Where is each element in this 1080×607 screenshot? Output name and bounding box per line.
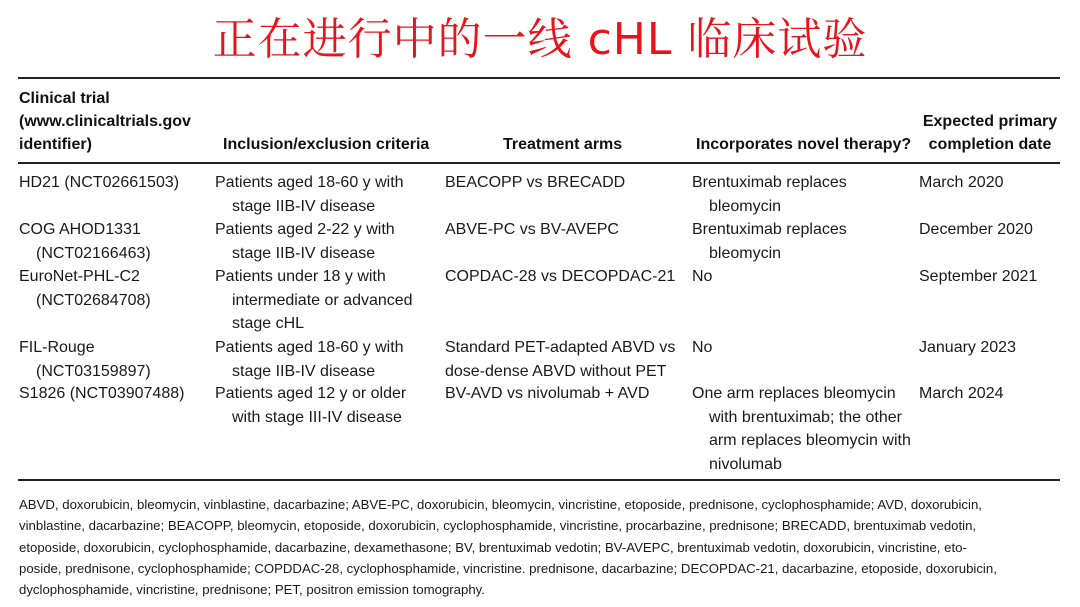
- cell-line: One arm replaces bleomycin: [692, 385, 896, 402]
- header-line: Expected primary: [922, 113, 1058, 130]
- cell-line: stage cHL: [232, 315, 305, 332]
- cell-line: March 2020: [919, 174, 1004, 191]
- header-line: Inclusion/exclusion criteria: [223, 136, 430, 153]
- cell-line: BV-AVD vs nivolumab + AVD: [445, 385, 650, 402]
- cell-treatment-arms: [445, 171, 625, 195]
- cell-completion-date: [919, 171, 1004, 195]
- cell-line: Patients aged 2-22 y with: [215, 221, 395, 238]
- cell-completion-date: [919, 218, 1033, 242]
- header-line: identifier): [19, 136, 92, 153]
- cell-line: with stage III-IV disease: [232, 408, 402, 426]
- cell-line: September 2021: [919, 268, 1038, 285]
- table-top-rule: [18, 77, 1060, 79]
- cell-line: Patients aged 18-60 y with: [215, 339, 404, 356]
- cell-line: with brentuximab; the other: [709, 408, 902, 426]
- cell-trial: [19, 218, 151, 265]
- header-line: Incorporates novel therapy?: [696, 136, 912, 153]
- cell-novel-therapy: [692, 336, 712, 360]
- header-novel-therapy: [696, 133, 911, 156]
- cell-line: (NCT03159897): [36, 362, 151, 380]
- cell-line: COG AHOD1331: [19, 221, 141, 238]
- slide-title: 正在进行中的一线 cHL 临床试验: [212, 14, 868, 65]
- cell-treatment-arms: [445, 218, 619, 242]
- footnote-line: poside, prednisone, cyclophosphamide; COPDDAC-28, cyclophosphamide, vincristine. prednisone, dacarbazine; DECOPDAC-21, dacarbazine, etoposide, doxorubicin,: [19, 560, 997, 576]
- cell-line: Brentuximab replaces: [692, 174, 847, 191]
- cell-line: (NCT02166463): [36, 244, 151, 262]
- header-line: Treatment arms: [503, 136, 623, 153]
- cell-line: ABVE-PC vs BV-AVEPC: [445, 221, 619, 238]
- cell-line: No: [692, 268, 713, 285]
- cell-novel-therapy: [692, 218, 847, 265]
- footnote-line: vinblastine, dacarbazine; BEACOPP, bleomycin, etoposide, doxorubicin, cyclophosphamide, vincristine, procarbazine, prednisone; BRECADD, brentuximab vedotin,: [19, 518, 977, 534]
- header-treatment-arms: [503, 133, 622, 156]
- cell-criteria: [215, 336, 404, 383]
- footnote-line: etoposide, doxorubicin, cyclophosphamide, dacarbazine, dexamethasone; BV, brentuximab vedotin; BV-AVEPC, brentuximab vedotin, doxorubicin, vincristine, eto-: [19, 539, 967, 555]
- footnote-line: dyclophosphamide, vincristine, prednisone; PET, positron emission tomography.: [19, 582, 485, 598]
- table-footnote: [19, 494, 1059, 600]
- cell-line: COPDAC-28 vs DECOPDAC-21: [445, 268, 676, 285]
- cell-completion-date: [919, 382, 1004, 406]
- cell-line: BEACOPP vs BRECADD: [445, 174, 626, 191]
- table-bottom-rule: [18, 479, 1060, 481]
- cell-line: dose-dense ABVD without PET: [445, 362, 667, 380]
- cell-criteria: [215, 171, 404, 218]
- cell-line: Patients under 18 y with: [215, 268, 386, 285]
- cell-trial: [19, 265, 151, 312]
- cell-line: Brentuximab replaces: [692, 221, 847, 238]
- cell-trial: [19, 171, 179, 195]
- cell-line: HD21 (NCT02661503): [19, 174, 180, 191]
- cell-line: January 2023: [919, 339, 1016, 356]
- cell-completion-date: [919, 336, 1016, 360]
- header-line: completion date: [928, 136, 1052, 153]
- cell-trial: [19, 336, 151, 383]
- cell-line: Patients aged 18-60 y with: [215, 174, 404, 191]
- header-criteria: [223, 133, 429, 156]
- cell-novel-therapy: [692, 171, 847, 218]
- cell-novel-therapy: [692, 382, 911, 476]
- cell-treatment-arms: [445, 265, 675, 289]
- cell-line: arm replaces bleomycin with: [709, 432, 911, 449]
- cell-line: March 2024: [919, 385, 1004, 402]
- cell-criteria: [215, 382, 406, 429]
- header-clinical-trial: [19, 87, 191, 156]
- table-header-rule: [18, 162, 1060, 164]
- footnote-line: ABVD, doxorubicin, bleomycin, vinblastine, dacarbazine; ABVE-PC, doxorubicin, bleomycin, vincristine, etoposide, prednisone, cyclophosphamide; AVD, doxorubicin,: [19, 497, 982, 512]
- cell-line: stage IIB-IV disease: [232, 244, 376, 262]
- cell-line: FIL-Rouge: [19, 339, 95, 356]
- header-completion-date: [920, 110, 1060, 156]
- cell-line: nivolumab: [709, 455, 782, 473]
- cell-line: No: [692, 339, 713, 356]
- cell-criteria: [215, 265, 413, 336]
- cell-line: bleomycin: [709, 244, 782, 262]
- cell-line: EuroNet-PHL-C2: [19, 268, 140, 285]
- header-line: (www.clinicaltrials.gov: [19, 113, 191, 130]
- cell-line: stage IIB-IV disease: [232, 362, 376, 380]
- cell-line: bleomycin: [709, 197, 782, 215]
- cell-line: Patients aged 12 y or older: [215, 385, 407, 402]
- cell-completion-date: [919, 265, 1037, 289]
- cell-line: December 2020: [919, 221, 1033, 238]
- cell-line: stage IIB-IV disease: [232, 197, 376, 215]
- cell-line: S1826 (NCT03907488): [19, 385, 185, 402]
- cell-line: (NCT02684708): [36, 291, 151, 309]
- cell-line: intermediate or advanced: [232, 291, 413, 309]
- cell-trial: [19, 382, 184, 406]
- header-line: Clinical trial: [19, 90, 110, 107]
- cell-treatment-arms: [445, 336, 675, 383]
- cell-treatment-arms: [445, 382, 649, 406]
- cell-line: Standard PET-adapted ABVD vs: [445, 339, 676, 356]
- cell-criteria: [215, 218, 395, 265]
- cell-novel-therapy: [692, 265, 712, 289]
